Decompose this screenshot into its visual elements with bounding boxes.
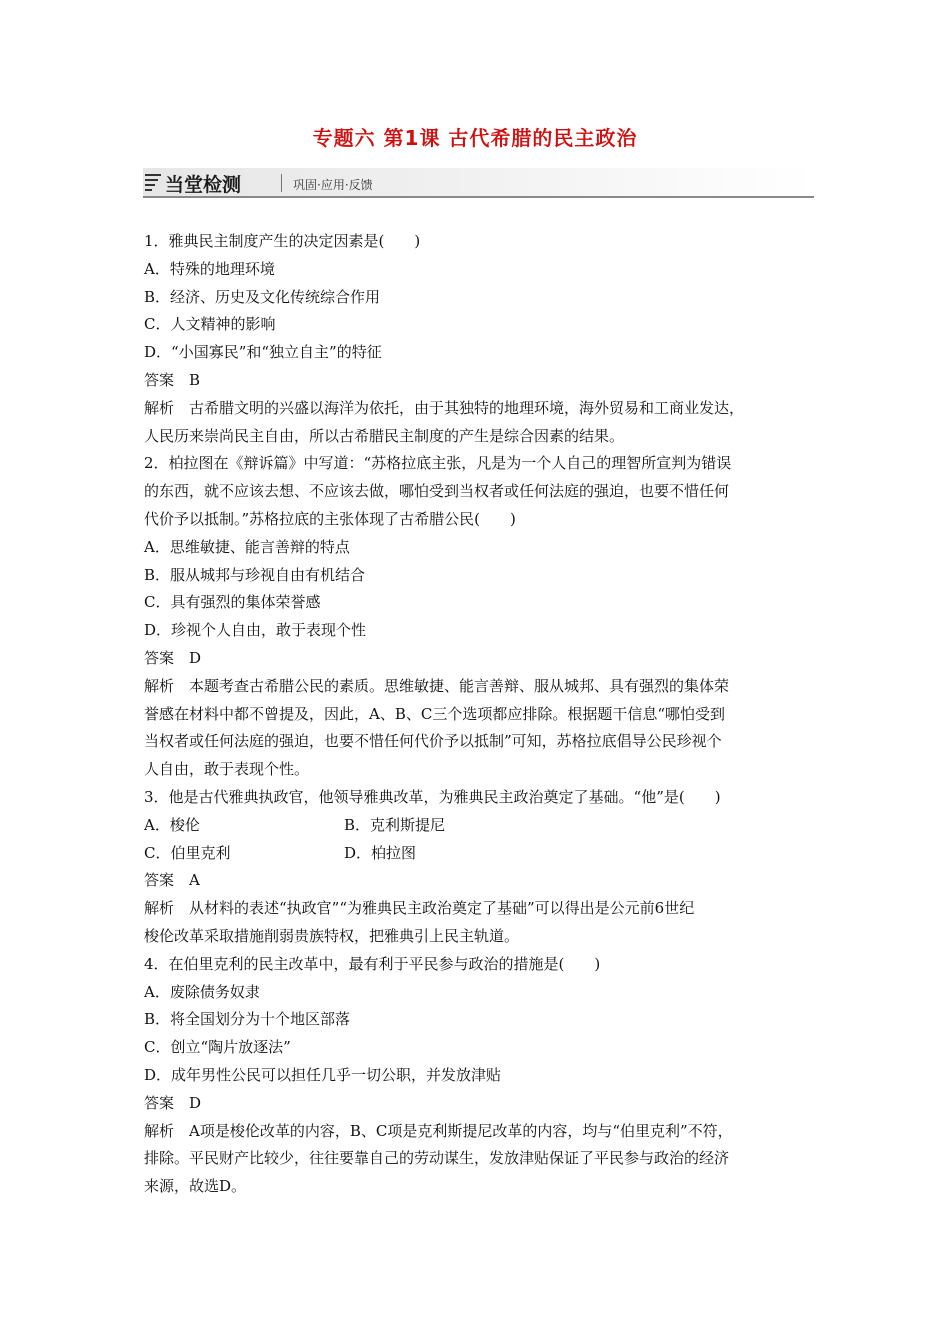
option-c: C．伯里克利 xyxy=(144,843,231,862)
page-title: 专题六 第1课 古代希腊的民主政治 xyxy=(312,126,638,150)
option-d: D．“小国寡民”和“独立自主”的特征 xyxy=(144,343,382,362)
option-b: B．克利斯提尼 xyxy=(344,815,446,834)
analysis-line: 当权者或任何法庭的强迫，也要不惜任何代价予以抵制”可知，苏格拉底倡导公民珍视个 xyxy=(144,732,722,751)
option-b: B．经济、历史及文化传统综合作用 xyxy=(144,287,381,306)
question-list xyxy=(144,228,816,1201)
question-1 xyxy=(144,228,816,450)
option-d: D．珍视个人自由，敢于表现个性 xyxy=(144,621,367,640)
analysis-line: 人自由，敢于表现个性。 xyxy=(144,760,310,779)
analysis-line: 解析 古希腊文明的兴盛以海洋为依托，由于其独特的地理环境，海外贸易和工商业发达， xyxy=(144,398,745,417)
option-a: A．梭伦 xyxy=(144,815,200,834)
question-stem-line: 2．柏拉图在《辩诉篇》中写道：“苏格拉底主张，凡是为一个人自己的理智所宣判为错误 xyxy=(144,454,732,473)
question-2 xyxy=(144,450,816,784)
question-stem-line: 代价予以抵制。”苏格拉底的主张体现了古希腊公民( ) xyxy=(144,509,516,528)
question-stem: 3．他是古代雅典执政官，他领导雅典改革，为雅典民主政治奠定了基础。“他”是( ) xyxy=(144,787,721,806)
banner-divider xyxy=(281,174,282,192)
option-b: B．将全国划分为十个地区部落 xyxy=(144,1010,351,1029)
analysis-line: 排除。平民财产比较少，往往要靠自己的劳动谋生，发放津贴保证了平民参与政治的经济 xyxy=(144,1149,730,1168)
option-c: C．具有强烈的集体荣誉感 xyxy=(144,593,321,612)
option-d: D．柏拉图 xyxy=(344,843,417,862)
analysis-line: 来源，故选D。 xyxy=(144,1177,247,1196)
answer: 答案 D xyxy=(144,648,202,667)
option-c: C．创立“陶片放逐法” xyxy=(144,1038,291,1057)
analysis-line: 解析 A项是梭伦改革的内容，B、C项是克利斯提尼改革的内容，均与“伯里克利”不符， xyxy=(144,1121,733,1140)
banner-background xyxy=(143,168,814,196)
question-3 xyxy=(144,784,816,951)
section-banner xyxy=(143,168,814,198)
analysis-line: 誉感在材料中都不曾提及，因此，A、B、C三个选项都应排除。根据题干信息“哪怕受到 xyxy=(144,704,726,723)
question-4 xyxy=(144,951,816,1201)
question-stem: 4．在伯里克利的民主改革中，最有利于平民参与政治的措施是( ) xyxy=(144,954,601,973)
stripes-icon xyxy=(145,174,161,192)
options-row xyxy=(144,812,816,840)
analysis-line: 解析 本题考查古希腊公民的素质。思维敏捷、能言善辩、服从城邦、具有强烈的集体荣 xyxy=(144,676,730,695)
answer: 答案 D xyxy=(144,1093,202,1112)
answer: 答案 B xyxy=(144,370,201,389)
answer: 答案 A xyxy=(144,871,200,890)
question-stem-line: 的东西，就不应该去想、不应该去做，哪怕受到当权者或任何法庭的强迫，也要不惜任何 xyxy=(144,482,730,501)
option-a: A．废除债务奴隶 xyxy=(144,982,260,1001)
options-row xyxy=(144,840,816,868)
banner-underline xyxy=(143,196,814,198)
banner-subtitle: 巩固·应用·反馈 xyxy=(293,178,373,192)
option-b: B．服从城邦与珍视自由有机结合 xyxy=(144,565,366,584)
analysis-line: 人民历来崇尚民主自由，所以古希腊民主制度的产生是综合因素的结果。 xyxy=(144,426,625,445)
question-stem: 1．雅典民主制度产生的决定因素是( ) xyxy=(144,232,421,250)
option-a: A．特殊的地理环境 xyxy=(144,259,275,278)
option-d: D．成年男性公民可以担任几乎一切公职，并发放津贴 xyxy=(144,1065,502,1084)
option-a: A．思维敏捷、能言善辩的特点 xyxy=(144,537,350,556)
banner-label: 当堂检测 xyxy=(165,174,242,196)
option-c: C．人文精神的影响 xyxy=(144,315,276,334)
analysis-line: 梭伦改革采取措施削弱贵族特权，把雅典引上民主轨道。 xyxy=(144,926,520,945)
analysis-line: 解析 从材料的表述“执政官”“为雅典民主政治奠定了基础”可以得出是公元前6世纪 xyxy=(144,899,695,918)
